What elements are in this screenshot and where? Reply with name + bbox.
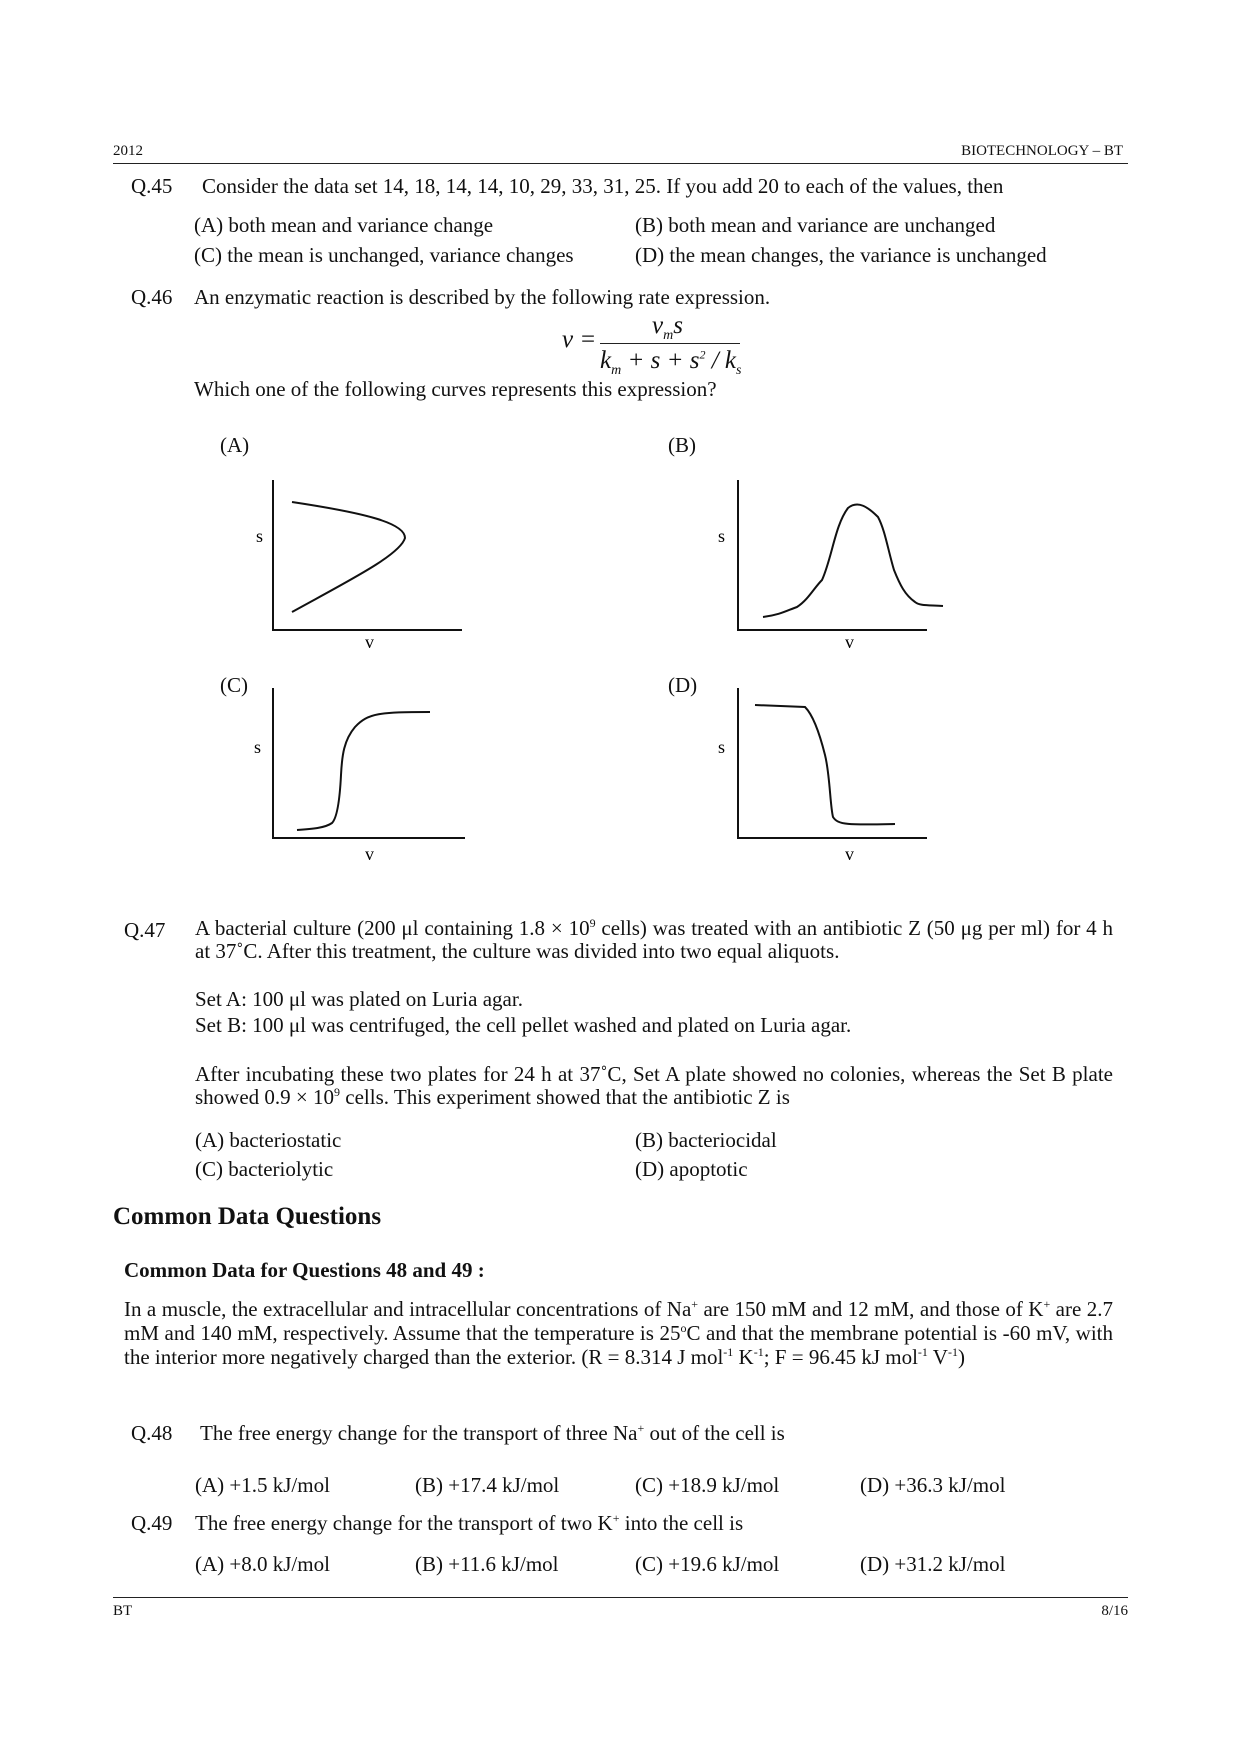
footer-code: BT — [113, 1603, 133, 1619]
graph-a-label: (A) — [220, 433, 250, 457]
q45-option-d: (D) the mean changes, the variance is unchanged — [635, 243, 1047, 267]
graph-c-ylabel: s — [254, 737, 262, 757]
q48-option-d: (D) +36.3 kJ/mol — [860, 1473, 1006, 1497]
graph-a — [240, 470, 470, 652]
graph-b-xlabel: v — [845, 632, 854, 652]
graph-c-curve — [297, 712, 430, 830]
q47-number: Q.47 — [124, 918, 166, 942]
q47-result: After incubating these two plates for 24 h at 37˚C, Set A plate showed no colonies, whereas the Set B plate showed $0.9 \times 10^9$ cells. This experiment showed that the antibiotic Z is — [195, 1062, 1113, 1109]
common-data-subheading: Common Data for Questions 48 and 49 : — [124, 1258, 485, 1282]
q48-stem: The free energy change for the transport of three Na+ out of the cell is — [200, 1421, 785, 1445]
footer-page: 8/16 — [1101, 1603, 1128, 1619]
q45-option-c: (C) the mean is unchanged, variance changes — [194, 243, 574, 267]
q46-stem: An enzymatic reaction is described by the following rate expression. — [194, 285, 771, 309]
graph-a-curve — [292, 502, 405, 612]
q47-option-a: (A) bacteriostatic — [195, 1128, 342, 1152]
common-data-paragraph: In a muscle, the extracellular and intracellular concentrations of Na+ are 150 mM and 12 mM, and those of K+ are 2.7 mM and 140 mM, respectively. Assume that the temperature is 25$^o$C and that the membrane potential is -60 mV, with the interior more negatively charged than the exterior. (R = 8.314 J mol$^{-1}$ $K^{-1}$; F = 96.45 kJ mol$^{-1}$ $V^{-1}$) — [124, 1297, 1113, 1369]
header-rule — [113, 163, 1128, 164]
q49-option-d: (D) +31.2 kJ/mol — [860, 1552, 1006, 1576]
q45-number: Q.45 — [131, 174, 173, 198]
graph-b — [700, 470, 950, 652]
q47-set-a: Set A: 100 μl was plated on Luria agar. — [195, 987, 523, 1011]
graph-d — [700, 675, 950, 864]
graph-d-label: (D) — [668, 673, 698, 697]
graph-d-xlabel: v — [845, 844, 854, 864]
graph-d-curve — [755, 705, 895, 824]
header-subject: BIOTECHNOLOGY – BT — [961, 143, 1123, 159]
q47-option-b: (B) bacteriocidal — [635, 1128, 777, 1152]
q48-option-a: (A) +1.5 kJ/mol — [195, 1473, 330, 1497]
graph-d-ylabel: s — [718, 737, 726, 757]
q45-option-b: (B) both mean and variance are unchanged — [635, 213, 996, 237]
graph-b-axes — [738, 480, 927, 630]
common-data-heading: Common Data Questions — [113, 1203, 382, 1230]
q48-number: Q.48 — [131, 1421, 173, 1445]
q46-question: Which one of the following curves represents this expression? — [194, 377, 717, 401]
q48-option-c: (C) +18.9 kJ/mol — [635, 1473, 780, 1497]
q49-number: Q.49 — [131, 1511, 173, 1535]
graph-c-label: (C) — [220, 673, 248, 697]
graph-c-axes — [273, 688, 465, 838]
graph-b-curve — [763, 505, 943, 617]
q45-stem: Consider the data set 14, 18, 14, 14, 10, 29, 33, 31, 25. If you add 20 to each of the values, then — [202, 174, 1004, 198]
graph-a-ylabel: s — [256, 526, 264, 546]
q49-option-a: (A) +8.0 kJ/mol — [195, 1552, 330, 1576]
q47-stem: A bacterial culture (200 μl containing $1.8 \times 10^9$ cells) was treated with an antibiotic Z (50 μg per ml) for 4 h at 37˚C. After this treatment, the culture was divided into two equal aliquots. — [195, 916, 1113, 963]
q49-option-c: (C) +19.6 kJ/mol — [635, 1552, 780, 1576]
q47-option-c: (C) bacteriolytic — [195, 1157, 334, 1181]
q45-option-a: (A) both mean and variance change — [194, 213, 494, 237]
q47-option-d: (D) apoptotic — [635, 1157, 748, 1181]
q48-option-b: (B) +17.4 kJ/mol — [415, 1473, 560, 1497]
graph-c — [240, 675, 470, 864]
q46-number: Q.46 — [131, 285, 173, 309]
header-year: 2012 — [113, 143, 143, 159]
q49-option-b: (B) +11.6 kJ/mol — [415, 1552, 559, 1576]
q47-set-b: Set B: 100 μl was centrifuged, the cell pellet washed and plated on Luria agar. — [195, 1013, 852, 1037]
graph-a-xlabel: v — [365, 632, 374, 652]
footer-rule — [113, 1597, 1128, 1598]
graph-b-ylabel: s — [718, 526, 726, 546]
graph-c-xlabel: v — [365, 844, 374, 864]
graph-b-label: (B) — [668, 433, 696, 457]
q49-stem: The free energy change for the transport of two K+ into the cell is — [195, 1511, 744, 1535]
